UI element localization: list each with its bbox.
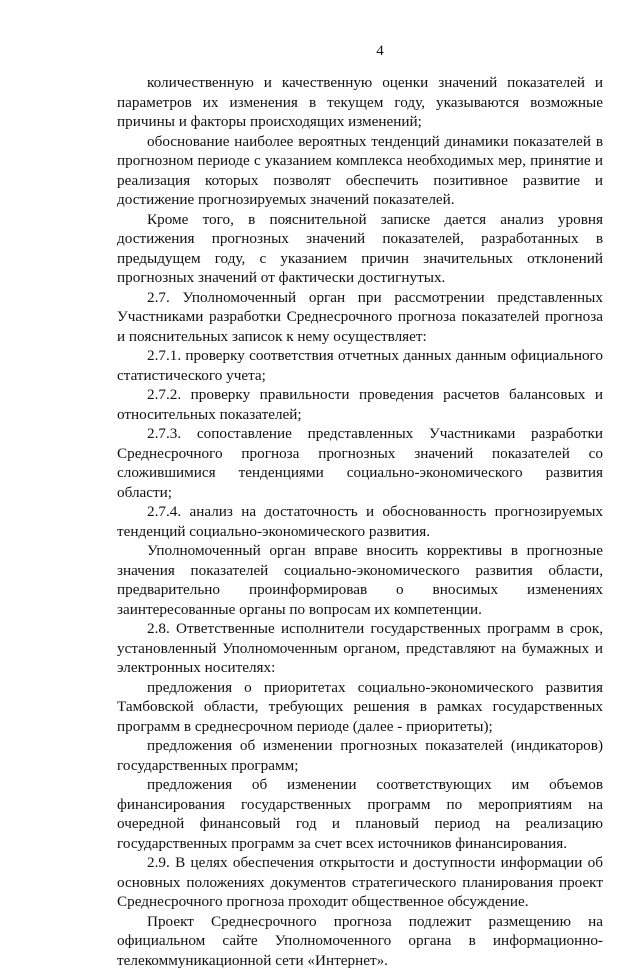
paragraph-12: предложения об изменении прогнозных показателей (индикаторов) государственных программ; — [117, 736, 603, 775]
paragraph-1: количественную и качественную оценки значений показателей и параметров их изменения в текущем году, указываются возможные причины и факторы происходящих изменений; — [117, 73, 603, 132]
paragraph-10: 2.8. Ответственные исполнители государственных программ в срок, установленный Уполномоченным органом, представляют на бумажных и электронных носителях: — [117, 619, 603, 678]
paragraph-4: 2.7. Уполномоченный орган при рассмотрении представленных Участниками разработки Среднесрочного прогноза показателей прогноза и пояснительных записок к нему осуществляет: — [117, 288, 603, 347]
paragraph-15: Проект Среднесрочного прогноза подлежит размещению на официальном сайте Уполномоченного органа в информационно-телекоммуникационной сети «Интернет». — [117, 912, 603, 970]
paragraph-14: 2.9. В целях обеспечения открытости и доступности информации об основных положениях документов стратегического планирования проект Среднесрочного прогноза проходит общественное обсуждение. — [117, 853, 603, 912]
paragraph-3: Кроме того, в пояснительной записке дается анализ уровня достижения прогнозных значений показателей, разработанных в предыдущем году, с указанием причин значительных отклонений прогнозных значений от фактически достигнутых. — [117, 210, 603, 288]
page-number: 4 — [157, 42, 603, 60]
paragraph-8: 2.7.4. анализ на достаточность и обоснованность прогнозируемых тенденций социально-экономического развития. — [117, 502, 603, 541]
paragraph-13: предложения об изменении соответствующих им объемов финансирования государственных программ по мероприятиям на очередной финансовый год и плановый период на реализацию государственных программ за счет всех источников финансирования. — [117, 775, 603, 853]
paragraph-5: 2.7.1. проверку соответствия отчетных данных данным официального статистического учета; — [117, 346, 603, 385]
paragraph-9: Уполномоченный орган вправе вносить коррективы в прогнозные значения показателей социально-экономического развития области, предварительно проинформировав о вносимых изменениях заинтересованные органы по вопросам их компетенции. — [117, 541, 603, 619]
paragraph-2: обоснование наиболее вероятных тенденций динамики показателей в прогнозном периоде с указанием комплекса необходимых мер, принятие и реализация которых позволят обеспечить позитивное развитие и достижение прогнозируемых значений показателей. — [117, 132, 603, 210]
paragraph-6: 2.7.2. проверку правильности проведения расчетов балансовых и относительных показателей; — [117, 385, 603, 424]
paragraph-11: предложения о приоритетах социально-экономического развития Тамбовской области, требующих решения в рамках государственных программ в среднесрочном периоде (далее - приоритеты); — [117, 678, 603, 737]
paragraph-7: 2.7.3. сопоставление представленных Участниками разработки Среднесрочного прогноза прогнозных значений показателей со сложившимися тенденциями социально-экономического развития области; — [117, 424, 603, 502]
